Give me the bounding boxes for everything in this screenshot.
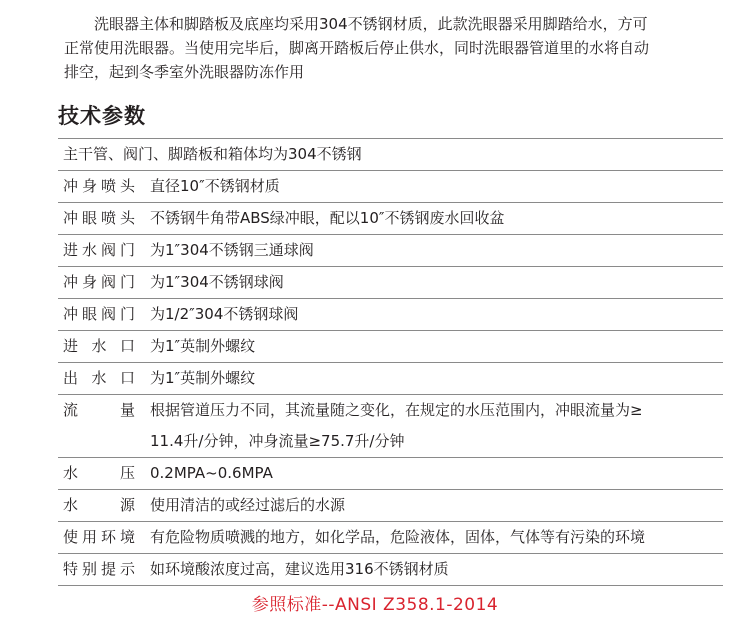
spec-label: 使 用 环 境	[63, 528, 135, 546]
spec-value: 不锈钢牛角带ABS绿冲眼，配以10″不锈钢废水回收盆	[150, 209, 505, 227]
spec-row-eye-wash-head	[58, 202, 723, 234]
spec-label: 出 水 口	[63, 369, 135, 387]
spec-row-body-shower-valve	[58, 266, 723, 298]
spec-value: 为1″304不锈钢三通球阀	[150, 241, 314, 259]
spec-value: 使用清洁的或经过滤后的水源	[150, 496, 346, 514]
spec-label: 进 水 阀 门	[63, 241, 135, 259]
spec-value: 为1″英制外螺纹	[150, 369, 256, 387]
spec-value: 11.4升/分钟，冲身流量≥75.7升/分钟	[150, 432, 405, 450]
spec-value: 根据管道压力不同，其流量随之变化，在规定的水压范围内，冲眼流量为≥	[150, 401, 643, 419]
intro-paragraph	[64, 12, 714, 84]
spec-value: 如环境酸浓度过高，建议选用316不锈钢材质	[150, 560, 449, 578]
spec-value: 为1″304不锈钢球阀	[150, 273, 284, 291]
spec-value: 为1″英制外螺纹	[150, 337, 256, 355]
spec-label: 水 源	[63, 496, 135, 514]
spec-value: 直径10″不锈钢材质	[150, 177, 280, 195]
spec-row-water-inlet	[58, 330, 723, 362]
section-heading: 技术参数	[58, 104, 146, 128]
spec-row-environment	[58, 521, 723, 553]
spec-row-body-shower-head	[58, 170, 723, 202]
spec-value: 主干管、阀门、脚踏板和箱体均为304不锈钢	[63, 145, 362, 163]
spec-table	[58, 138, 723, 586]
spec-row-inlet-valve	[58, 234, 723, 266]
spec-label: 特 别 提 示	[63, 560, 135, 578]
intro-line: 洗眼器主体和脚踏板及底座均采用304不锈钢材质，此款洗眼器采用脚踏给水，方可	[94, 15, 648, 33]
spec-label: 冲 眼 喷 头	[63, 209, 135, 227]
spec-row-water-source	[58, 489, 723, 521]
spec-label: 冲 身 阀 门	[63, 273, 135, 291]
intro-line: 排空，起到冬季室外洗眼器防冻作用	[64, 63, 305, 81]
spec-label: 水 压	[63, 464, 135, 482]
spec-row-water-pressure	[58, 457, 723, 489]
intro-line: 正常使用洗眼器。当使用完毕后，脚离开踏板后停止供水，同时洗眼器管道里的水将自动	[64, 39, 650, 57]
spec-value: 0.2MPA~0.6MPA	[150, 464, 273, 482]
spec-row-main-material	[58, 138, 723, 170]
spec-label: 进 水 口	[63, 337, 135, 355]
spec-row-water-outlet	[58, 362, 723, 394]
spec-row-flow-rate	[58, 394, 723, 457]
spec-label: 流 量	[63, 401, 135, 419]
spec-value: 有危险物质喷溅的地方，如化学品，危险液体，固体，气体等有污染的环境	[150, 528, 646, 546]
spec-value: 为1/2″304不锈钢球阀	[150, 305, 299, 323]
spec-row-special-note	[58, 553, 723, 586]
spec-row-eye-wash-valve	[58, 298, 723, 330]
reference-standard: 参照标准--ANSI Z358.1-2014	[251, 595, 499, 615]
spec-label: 冲 身 喷 头	[63, 177, 135, 195]
spec-label: 冲 眼 阀 门	[63, 305, 135, 323]
